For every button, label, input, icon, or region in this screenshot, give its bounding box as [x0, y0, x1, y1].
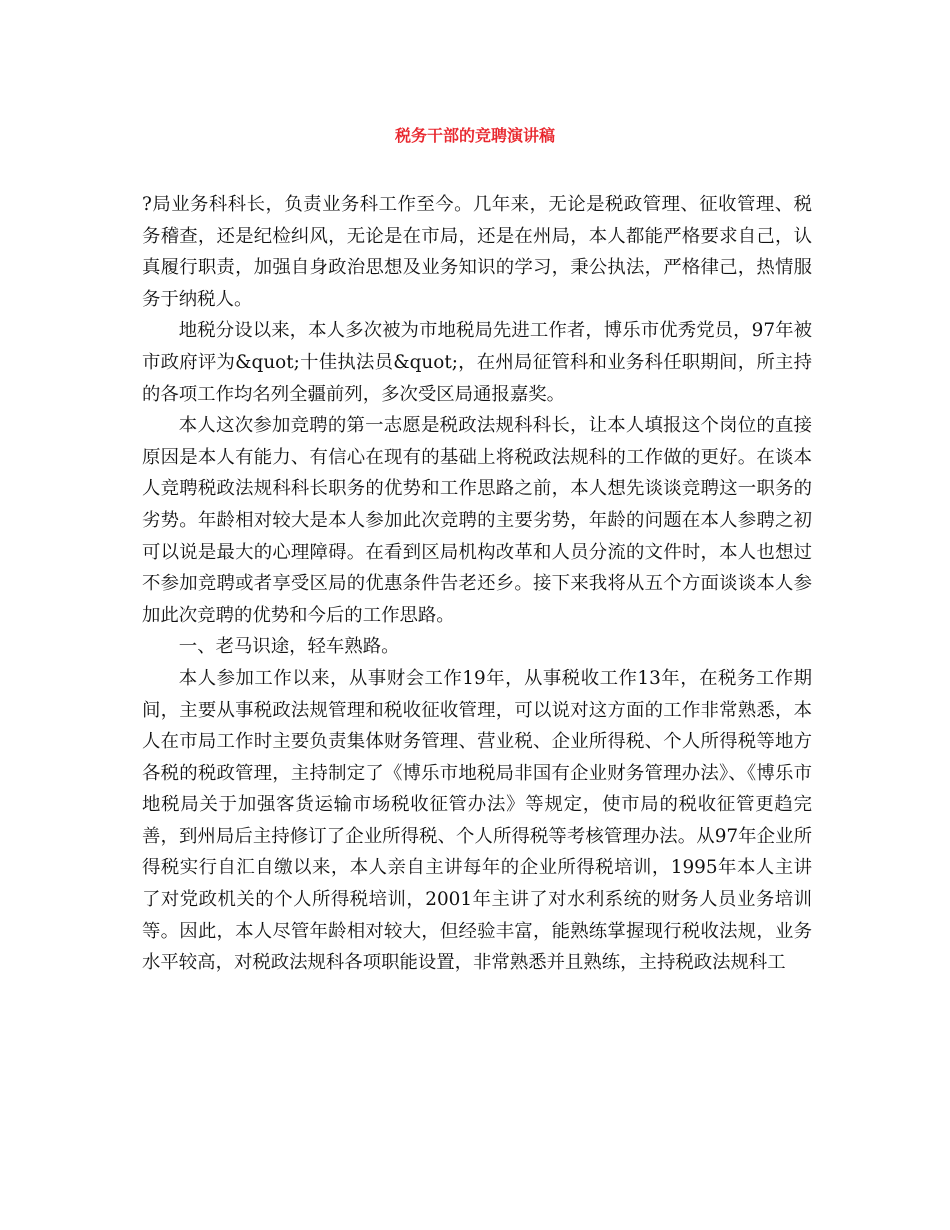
- document-title: 税务干部的竞聘演讲稿: [394, 126, 555, 145]
- document-body: [142, 189, 812, 979]
- paragraph-2: 地税分设以来，本人多次被为市地税局先进工作者，博乐市优秀党员，97年被市政府评为&quot;十佳执法员&quot;，在州局征管科和业务科任职期间，所主持的各项工作均名列全疆前列，多次受区局通报嘉奖。: [142, 320, 812, 405]
- paragraph-1: ?局业务科科长，负责业务科工作至今。几年来，无论是税政管理、征收管理、税务稽查，还是纪检纠风，无论是在市局，还是在州局，本人都能严格要求自己，认真履行职责，加强自身政治思想及业务知识的学习，秉公执法，严格律己，热情服务于纳税人。: [142, 194, 812, 310]
- paragraph-3: 本人这次参加竞聘的第一志愿是税政法规科科长，让本人填报这个岗位的直接原因是本人有能力、有信心在现有的基础上将税政法规科的工作做的更好。在谈本人竞聘税政法规科科长职务的优势和工作思路之前，本人想先谈谈竞聘这一职务的劣势。年龄相对较大是本人参加此次竞聘的主要劣势，年龄的问题在本人参聘之初可以说是最大的心理障碍。在看到区局机构改革和人员分流的文件时，本人也想过不参加竞聘或者享受区局的优惠条件告老还乡。接下来我将从五个方面谈谈本人参加此次竞聘的优势和今后的工作思路。: [142, 415, 812, 626]
- paragraph-4: 本人参加工作以来，从事财会工作19年，从事税收工作13年，在税务工作期间，主要从事税政法规管理和税收征收管理，可以说对这方面的工作非常熟悉，本人在市局工作时主要负责集体财务管理、营业税、企业所得税、个人所得税等地方各税的税政管理，主持制定了《博乐市地税局非国有企业财务管理办法》、《博乐市地税局关于加强客货运输市场税收征管办法》等规定，使市局的税收征管更趋完善，到州局后主持修订了企业所得税、个人所得税等考核管理办法。从97年企业所得税实行自汇自缴以来，本人亲自主讲每年的企业所得税培训，1995年本人主讲了对党政机关的个人所得税培训，2001年主讲了对水利系统的财务人员业务培训等。因此，本人尽管年龄相对较大，但经验丰富，能熟练掌握现行税收法规，业务水平较高，对税政法规科各项职能设置，非常熟悉并且熟练，主持税政法规科工: [142, 667, 812, 974]
- section-heading-1: 一、老马识途，轻车熟路。: [178, 636, 400, 658]
